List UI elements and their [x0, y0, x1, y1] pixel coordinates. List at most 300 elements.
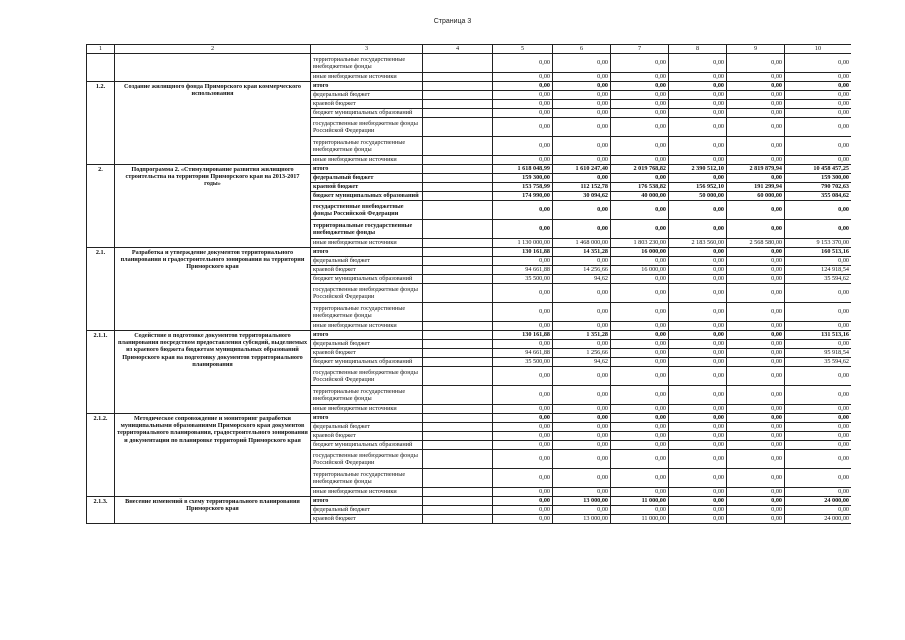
funding-source: итого — [311, 414, 423, 423]
value-cell: 0,00 — [727, 266, 785, 275]
value-cell: 24 000,00 — [785, 497, 852, 506]
value-cell: 174 990,00 — [493, 192, 553, 201]
value-cell: 2 183 560,00 — [669, 239, 727, 248]
funding-source: территориальные государственные внебюджетные фонды — [311, 303, 423, 322]
value-cell: 0,00 — [669, 156, 727, 165]
value-cell: 0,00 — [669, 506, 727, 515]
value-cell: 0,00 — [727, 340, 785, 349]
funding-source: федеральный бюджет — [311, 174, 423, 183]
value-cell: 0,00 — [669, 54, 727, 73]
value-cell: 0,00 — [493, 515, 553, 524]
value-cell: 0,00 — [553, 441, 611, 450]
value-cell: 0,00 — [669, 201, 727, 220]
empty-cell — [423, 441, 493, 450]
value-cell: 0,00 — [727, 405, 785, 414]
value-cell: 0,00 — [669, 497, 727, 506]
empty-cell — [423, 54, 493, 73]
funding-source: бюджет муниципальных образований — [311, 109, 423, 118]
value-cell: 0,00 — [493, 497, 553, 506]
empty-cell — [423, 331, 493, 340]
value-cell: 0,00 — [669, 349, 727, 358]
value-cell: 1 351,28 — [553, 331, 611, 340]
empty-cell — [423, 73, 493, 82]
table-row — [87, 331, 852, 340]
value-cell: 0,00 — [785, 82, 852, 91]
value-cell: 0,00 — [785, 284, 852, 303]
empty-cell — [423, 183, 493, 192]
value-cell: 156 952,10 — [669, 183, 727, 192]
value-cell: 0,00 — [553, 174, 611, 183]
value-cell: 0,00 — [669, 432, 727, 441]
value-cell: 0,00 — [493, 118, 553, 137]
funding-source: бюджет муниципальных образований — [311, 358, 423, 367]
value-cell: 0,00 — [611, 386, 669, 405]
value-cell: 0,00 — [553, 257, 611, 266]
table-row — [87, 82, 852, 91]
value-cell: 159 300,00 — [785, 174, 852, 183]
value-cell: 0,00 — [611, 423, 669, 432]
value-cell: 0,00 — [785, 386, 852, 405]
table-container — [86, 44, 851, 624]
value-cell: 0,00 — [785, 91, 852, 100]
funding-source: итого — [311, 165, 423, 174]
value-cell: 13 000,00 — [553, 515, 611, 524]
column-header: 2 — [115, 45, 311, 54]
value-cell: 0,00 — [553, 91, 611, 100]
value-cell: 0,00 — [553, 322, 611, 331]
value-cell: 0,00 — [611, 174, 669, 183]
value-cell: 0,00 — [669, 73, 727, 82]
value-cell: 0,00 — [553, 100, 611, 109]
value-cell: 0,00 — [611, 303, 669, 322]
empty-cell — [423, 469, 493, 488]
value-cell: 0,00 — [727, 441, 785, 450]
value-cell: 0,00 — [669, 118, 727, 137]
row-title: Внесение изменений в схему территориального планирования Приморского края — [115, 497, 311, 524]
value-cell: 0,00 — [785, 432, 852, 441]
value-cell: 35 500,00 — [493, 275, 553, 284]
funding-source: бюджет муниципальных образований — [311, 275, 423, 284]
value-cell: 0,00 — [727, 100, 785, 109]
value-cell: 0,00 — [553, 109, 611, 118]
value-cell: 60 000,00 — [727, 192, 785, 201]
empty-cell — [423, 284, 493, 303]
value-cell: 94 661,88 — [493, 266, 553, 275]
value-cell: 130 161,88 — [493, 331, 553, 340]
value-cell: 24 000,00 — [785, 515, 852, 524]
column-header: 4 — [423, 45, 493, 54]
value-cell: 0,00 — [611, 156, 669, 165]
value-cell: 94 661,88 — [493, 349, 553, 358]
row-title: Методическое сопровождение и мониторинг разработки муниципальными образованиями Приморского края документов территориального планирования, градостроительного зонирования и документации по планировке территорий Приморского края — [115, 414, 311, 497]
value-cell: 0,00 — [611, 275, 669, 284]
value-cell: 1 256,66 — [553, 349, 611, 358]
value-cell: 0,00 — [727, 469, 785, 488]
value-cell: 0,00 — [669, 220, 727, 239]
value-cell: 0,00 — [669, 248, 727, 257]
value-cell: 0,00 — [727, 358, 785, 367]
funding-source: краевой бюджет — [311, 432, 423, 441]
value-cell: 0,00 — [785, 156, 852, 165]
value-cell: 0,00 — [727, 367, 785, 386]
value-cell: 0,00 — [727, 506, 785, 515]
empty-cell — [423, 266, 493, 275]
value-cell: 0,00 — [727, 497, 785, 506]
value-cell: 112 152,78 — [553, 183, 611, 192]
value-cell: 355 084,62 — [785, 192, 852, 201]
value-cell: 0,00 — [727, 414, 785, 423]
value-cell: 0,00 — [669, 515, 727, 524]
value-cell: 16 000,00 — [611, 266, 669, 275]
value-cell: 1 803 230,00 — [611, 239, 669, 248]
value-cell: 14 256,66 — [553, 266, 611, 275]
column-header: 3 — [311, 45, 423, 54]
value-cell: 0,00 — [785, 506, 852, 515]
value-cell: 0,00 — [727, 432, 785, 441]
value-cell: 0,00 — [553, 340, 611, 349]
value-cell: 0,00 — [553, 201, 611, 220]
value-cell: 10 458 457,25 — [785, 165, 852, 174]
row-title: Содействие в подготовке документов территориального планирования посредством предоставления субсидий, выделяемых из краевого бюджета бюджетам муниципальных образований Приморского края на подготовку документов территориального планирования — [115, 331, 311, 414]
value-cell: 0,00 — [493, 488, 553, 497]
empty-cell — [423, 405, 493, 414]
empty-cell — [423, 367, 493, 386]
value-cell: 0,00 — [611, 257, 669, 266]
value-cell: 0,00 — [611, 322, 669, 331]
empty-cell — [423, 303, 493, 322]
value-cell: 131 513,16 — [785, 331, 852, 340]
value-cell: 0,00 — [669, 386, 727, 405]
value-cell: 0,00 — [493, 441, 553, 450]
value-cell: 35 594,62 — [785, 358, 852, 367]
value-cell: 0,00 — [553, 303, 611, 322]
empty-cell — [423, 432, 493, 441]
value-cell: 0,00 — [785, 414, 852, 423]
funding-source: иные внебюджетные источники — [311, 322, 423, 331]
value-cell: 0,00 — [727, 156, 785, 165]
value-cell: 0,00 — [727, 248, 785, 257]
value-cell: 0,00 — [553, 506, 611, 515]
value-cell: 0,00 — [785, 137, 852, 156]
empty-cell — [423, 497, 493, 506]
value-cell: 160 513,16 — [785, 248, 852, 257]
value-cell: 0,00 — [727, 54, 785, 73]
column-header: 7 — [611, 45, 669, 54]
value-cell: 0,00 — [493, 405, 553, 414]
value-cell: 0,00 — [553, 469, 611, 488]
value-cell: 2 390 512,10 — [669, 165, 727, 174]
value-cell: 0,00 — [493, 91, 553, 100]
funding-source: государственные внебюджетные фонды Российской Федерации — [311, 284, 423, 303]
funding-source: итого — [311, 248, 423, 257]
funding-source: федеральный бюджет — [311, 91, 423, 100]
value-cell: 0,00 — [611, 137, 669, 156]
value-cell: 0,00 — [611, 284, 669, 303]
value-cell: 14 351,28 — [553, 248, 611, 257]
value-cell: 0,00 — [553, 220, 611, 239]
value-cell: 0,00 — [611, 54, 669, 73]
empty-cell — [423, 506, 493, 515]
funding-source: итого — [311, 331, 423, 340]
value-cell: 1 618 048,99 — [493, 165, 553, 174]
value-cell: 11 000,00 — [611, 515, 669, 524]
value-cell: 0,00 — [611, 82, 669, 91]
table-row — [87, 165, 852, 174]
funding-source: территориальные государственные внебюджетные фонды — [311, 54, 423, 73]
value-cell: 0,00 — [553, 386, 611, 405]
row-code: 2. — [87, 165, 115, 248]
funding-source: территориальные государственные внебюджетные фонды — [311, 137, 423, 156]
value-cell: 35 594,62 — [785, 275, 852, 284]
row-code: 2.1. — [87, 248, 115, 331]
value-cell: 0,00 — [611, 220, 669, 239]
value-cell: 0,00 — [611, 73, 669, 82]
value-cell: 0,00 — [611, 469, 669, 488]
funding-source: бюджет муниципальных образований — [311, 192, 423, 201]
value-cell: 0,00 — [493, 82, 553, 91]
funding-source: федеральный бюджет — [311, 257, 423, 266]
funding-source: территориальные государственные внебюджетные фонды — [311, 386, 423, 405]
value-cell: 159 300,00 — [493, 174, 553, 183]
empty-cell — [423, 137, 493, 156]
value-cell: 0,00 — [669, 322, 727, 331]
value-cell: 0,00 — [727, 257, 785, 266]
value-cell: 0,00 — [727, 82, 785, 91]
funding-source: федеральный бюджет — [311, 340, 423, 349]
value-cell: 0,00 — [727, 386, 785, 405]
row-code: 2.1.2. — [87, 414, 115, 497]
value-cell: 0,00 — [493, 73, 553, 82]
value-cell: 95 918,54 — [785, 349, 852, 358]
value-cell: 0,00 — [553, 73, 611, 82]
value-cell: 0,00 — [611, 450, 669, 469]
empty-cell — [423, 322, 493, 331]
value-cell: 1 130 000,00 — [493, 239, 553, 248]
empty-cell — [423, 109, 493, 118]
empty-cell — [423, 488, 493, 497]
value-cell: 0,00 — [553, 450, 611, 469]
value-cell: 0,00 — [493, 109, 553, 118]
value-cell: 0,00 — [669, 405, 727, 414]
value-cell: 0,00 — [553, 488, 611, 497]
value-cell: 0,00 — [669, 109, 727, 118]
value-cell: 0,00 — [669, 266, 727, 275]
value-cell: 0,00 — [727, 349, 785, 358]
value-cell: 0,00 — [785, 54, 852, 73]
value-cell: 0,00 — [785, 73, 852, 82]
value-cell: 0,00 — [493, 137, 553, 156]
value-cell: 35 500,00 — [493, 358, 553, 367]
value-cell: 790 702,63 — [785, 183, 852, 192]
table-body — [87, 54, 852, 524]
value-cell: 1 468 000,00 — [553, 239, 611, 248]
value-cell: 176 538,82 — [611, 183, 669, 192]
funding-source: иные внебюджетные источники — [311, 488, 423, 497]
value-cell: 0,00 — [785, 201, 852, 220]
empty-cell — [423, 201, 493, 220]
value-cell: 0,00 — [669, 414, 727, 423]
funding-source: итого — [311, 497, 423, 506]
empty-cell — [423, 174, 493, 183]
funding-source: государственные внебюджетные фонды Российской Федерации — [311, 118, 423, 137]
value-cell: 0,00 — [553, 156, 611, 165]
value-cell: 0,00 — [727, 331, 785, 340]
value-cell: 0,00 — [785, 469, 852, 488]
value-cell: 0,00 — [611, 201, 669, 220]
value-cell: 0,00 — [493, 284, 553, 303]
funding-source: бюджет муниципальных образований — [311, 441, 423, 450]
value-cell: 0,00 — [493, 257, 553, 266]
value-cell: 0,00 — [493, 201, 553, 220]
empty-cell — [423, 192, 493, 201]
value-cell: 0,00 — [669, 303, 727, 322]
funding-source: итого — [311, 82, 423, 91]
value-cell: 0,00 — [785, 367, 852, 386]
row-code: 2.1.1. — [87, 331, 115, 414]
empty-cell — [423, 414, 493, 423]
header-row — [87, 45, 852, 54]
value-cell: 0,00 — [611, 414, 669, 423]
value-cell: 40 000,00 — [611, 192, 669, 201]
empty-cell — [423, 82, 493, 91]
column-header: 5 — [493, 45, 553, 54]
value-cell: 0,00 — [553, 423, 611, 432]
value-cell: 0,00 — [669, 257, 727, 266]
value-cell: 16 000,00 — [611, 248, 669, 257]
empty-cell — [423, 386, 493, 405]
value-cell: 0,00 — [785, 109, 852, 118]
value-cell: 0,00 — [785, 118, 852, 137]
value-cell: 0,00 — [493, 54, 553, 73]
value-cell: 0,00 — [611, 91, 669, 100]
value-cell: 0,00 — [727, 201, 785, 220]
value-cell: 191 299,94 — [727, 183, 785, 192]
value-cell: 0,00 — [727, 174, 785, 183]
row-title: Разработка и утверждение документов территориального планирования и градостроительного зонирования на территории Приморского края — [115, 248, 311, 331]
funding-source: территориальные государственные внебюджетные фонды — [311, 220, 423, 239]
value-cell: 0,00 — [669, 423, 727, 432]
value-cell: 0,00 — [493, 100, 553, 109]
value-cell: 0,00 — [669, 367, 727, 386]
value-cell: 0,00 — [493, 303, 553, 322]
column-header: 10 — [785, 45, 852, 54]
empty-cell — [423, 450, 493, 469]
value-cell: 0,00 — [493, 506, 553, 515]
funding-source: федеральный бюджет — [311, 506, 423, 515]
value-cell: 94,62 — [553, 358, 611, 367]
value-cell: 0,00 — [669, 340, 727, 349]
value-cell: 0,00 — [727, 73, 785, 82]
value-cell: 0,00 — [611, 441, 669, 450]
value-cell: 0,00 — [669, 358, 727, 367]
column-header: 1 — [87, 45, 115, 54]
value-cell: 0,00 — [669, 174, 727, 183]
value-cell: 0,00 — [611, 432, 669, 441]
value-cell: 0,00 — [611, 349, 669, 358]
value-cell: 2 568 580,00 — [727, 239, 785, 248]
table-row — [87, 248, 852, 257]
value-cell: 0,00 — [493, 156, 553, 165]
value-cell: 0,00 — [785, 423, 852, 432]
value-cell: 0,00 — [611, 331, 669, 340]
value-cell: 94,62 — [553, 275, 611, 284]
row-title: Создание жилищного фонда Приморского края коммерческого использования — [115, 82, 311, 165]
value-cell: 0,00 — [669, 137, 727, 156]
value-cell: 0,00 — [785, 405, 852, 414]
empty-cell — [423, 239, 493, 248]
funding-source: иные внебюджетные источники — [311, 73, 423, 82]
value-cell: 0,00 — [553, 82, 611, 91]
funding-source: иные внебюджетные источники — [311, 239, 423, 248]
funding-source: иные внебюджетные источники — [311, 156, 423, 165]
value-cell: 0,00 — [727, 423, 785, 432]
value-cell: 0,00 — [785, 220, 852, 239]
value-cell: 0,00 — [553, 118, 611, 137]
empty-cell — [423, 248, 493, 257]
value-cell: 0,00 — [553, 284, 611, 303]
value-cell: 0,00 — [611, 488, 669, 497]
value-cell: 0,00 — [611, 100, 669, 109]
row-title — [115, 54, 311, 82]
value-cell: 0,00 — [727, 515, 785, 524]
value-cell: 2 019 768,82 — [611, 165, 669, 174]
value-cell: 0,00 — [611, 340, 669, 349]
empty-cell — [423, 358, 493, 367]
empty-cell — [423, 349, 493, 358]
value-cell: 0,00 — [669, 275, 727, 284]
value-cell: 2 819 879,94 — [727, 165, 785, 174]
value-cell: 0,00 — [669, 91, 727, 100]
value-cell: 0,00 — [553, 414, 611, 423]
funding-source: государственные внебюджетные фонды Российской Федерации — [311, 367, 423, 386]
funding-source: государственные внебюджетные фонды Российской Федерации — [311, 201, 423, 220]
value-cell: 0,00 — [493, 423, 553, 432]
value-cell: 0,00 — [493, 469, 553, 488]
value-cell: 0,00 — [727, 220, 785, 239]
value-cell: 153 758,99 — [493, 183, 553, 192]
value-cell: 0,00 — [669, 331, 727, 340]
value-cell: 0,00 — [727, 303, 785, 322]
value-cell: 0,00 — [493, 220, 553, 239]
value-cell: 0,00 — [493, 432, 553, 441]
funding-source: краевой бюджет — [311, 266, 423, 275]
value-cell: 1 610 247,40 — [553, 165, 611, 174]
funding-source: государственные внебюджетные фонды Российской Федерации — [311, 450, 423, 469]
empty-cell — [423, 340, 493, 349]
column-header: 8 — [669, 45, 727, 54]
value-cell: 0,00 — [611, 118, 669, 137]
value-cell: 0,00 — [493, 386, 553, 405]
funding-source: краевой бюджет — [311, 100, 423, 109]
value-cell: 13 000,00 — [553, 497, 611, 506]
table-row — [87, 54, 852, 73]
value-cell: 0,00 — [611, 367, 669, 386]
row-title: Подпрограмма 2. «Стимулирование развития жилищного строительства на территории Приморского края на 2013-2017 годы» — [115, 165, 311, 248]
row-code: 1.2. — [87, 82, 115, 165]
empty-cell — [423, 91, 493, 100]
funding-source: краевой бюджет — [311, 515, 423, 524]
page-header: Страница 3 — [433, 18, 472, 25]
value-cell: 0,00 — [727, 137, 785, 156]
budget-table — [86, 44, 851, 524]
value-cell: 0,00 — [669, 441, 727, 450]
value-cell: 0,00 — [727, 109, 785, 118]
value-cell: 0,00 — [553, 432, 611, 441]
empty-cell — [423, 515, 493, 524]
value-cell: 0,00 — [669, 82, 727, 91]
value-cell: 0,00 — [493, 414, 553, 423]
value-cell: 0,00 — [727, 118, 785, 137]
